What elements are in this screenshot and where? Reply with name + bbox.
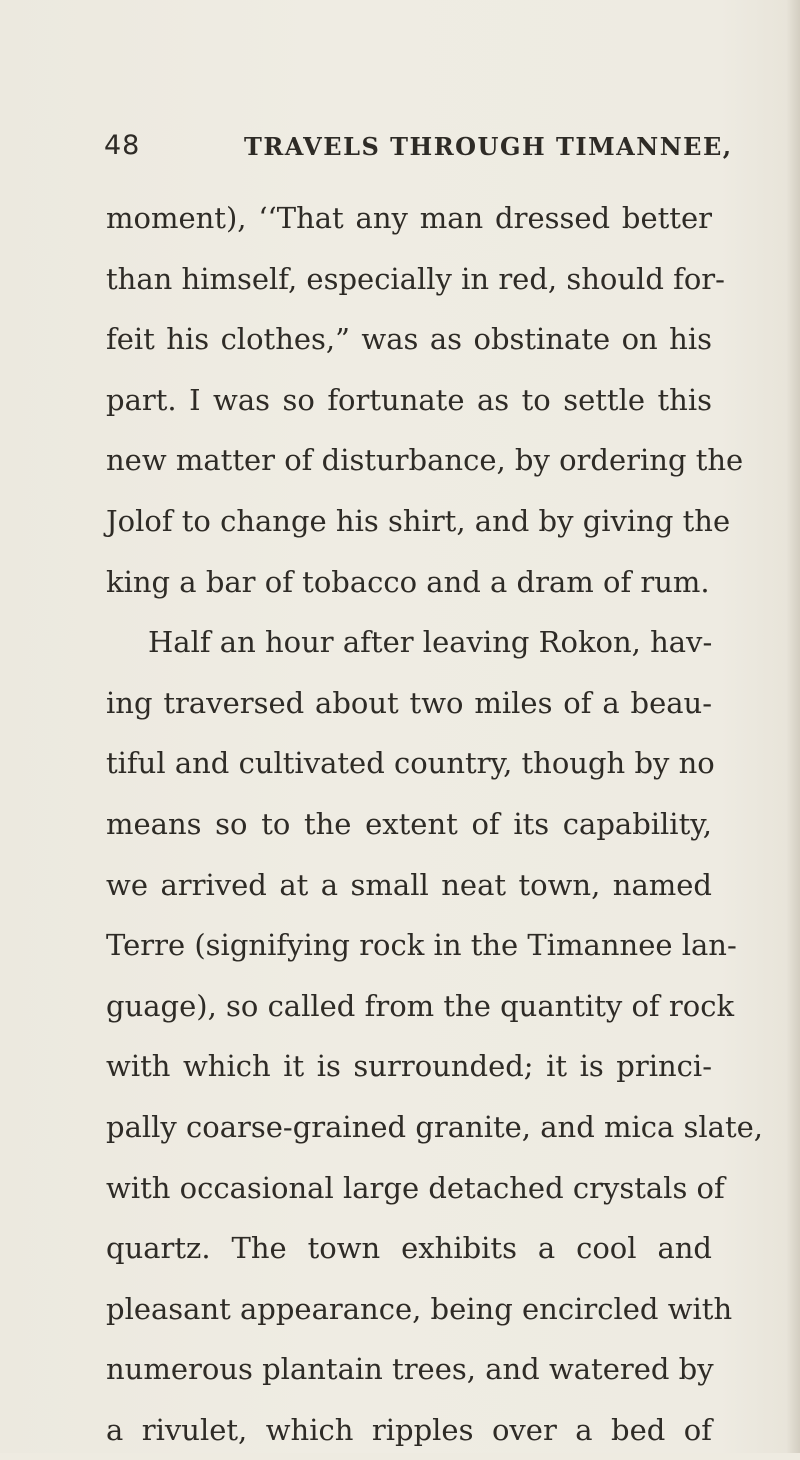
body-text bbox=[106, 188, 763, 1460]
text-line: numerous plantain trees, and watered by bbox=[106, 1352, 714, 1387]
text-line: with occasional large detached crystals of bbox=[106, 1170, 725, 1205]
text-line: a rivulet, which ripples over a bed of bbox=[106, 1412, 712, 1447]
text-line: Terre (signifying rock in the Timannee lan- bbox=[106, 928, 737, 963]
text-line: moment), ‘‘That any man dressed better bbox=[106, 201, 712, 235]
text-line: than himself, especially in red, should for- bbox=[106, 261, 725, 296]
text-line: ing traversed about two miles of a beau- bbox=[106, 685, 712, 720]
text-line: king a bar of tobacco and a dram of rum. bbox=[106, 564, 710, 599]
text-line: pally coarse-grained granite, and mica slate, bbox=[106, 1109, 763, 1144]
text-line: means so to the extent of its capability, bbox=[106, 806, 712, 841]
page-header bbox=[104, 130, 733, 170]
text-line: Jolof to change his shirt, and by giving the bbox=[106, 503, 731, 538]
text-line: guage), so called from the quantity of rock bbox=[106, 988, 735, 1023]
page-number: 48 bbox=[104, 130, 141, 161]
text-line: part. I was so fortunate as to settle this bbox=[106, 382, 712, 417]
text-line: we arrived at a small neat town, named bbox=[106, 867, 712, 902]
text-line: feit his clothes,” was as obstinate on his bbox=[106, 322, 712, 357]
text-line: pleasant appearance, being encircled with bbox=[106, 1291, 733, 1326]
page-edge-shadow bbox=[786, 0, 800, 1453]
text-line: tiful and cultivated country, though by no bbox=[106, 746, 715, 781]
running-title: TRAVELS THROUGH TIMANNEE, bbox=[244, 132, 733, 161]
text-line: Half an hour after leaving Rokon, hav- bbox=[148, 625, 713, 660]
text-line: new matter of disturbance, by ordering the bbox=[106, 443, 744, 478]
text-line: quartz. The town exhibits a cool and bbox=[106, 1231, 712, 1266]
text-line: with which it is surrounded; it is princi- bbox=[106, 1049, 712, 1084]
